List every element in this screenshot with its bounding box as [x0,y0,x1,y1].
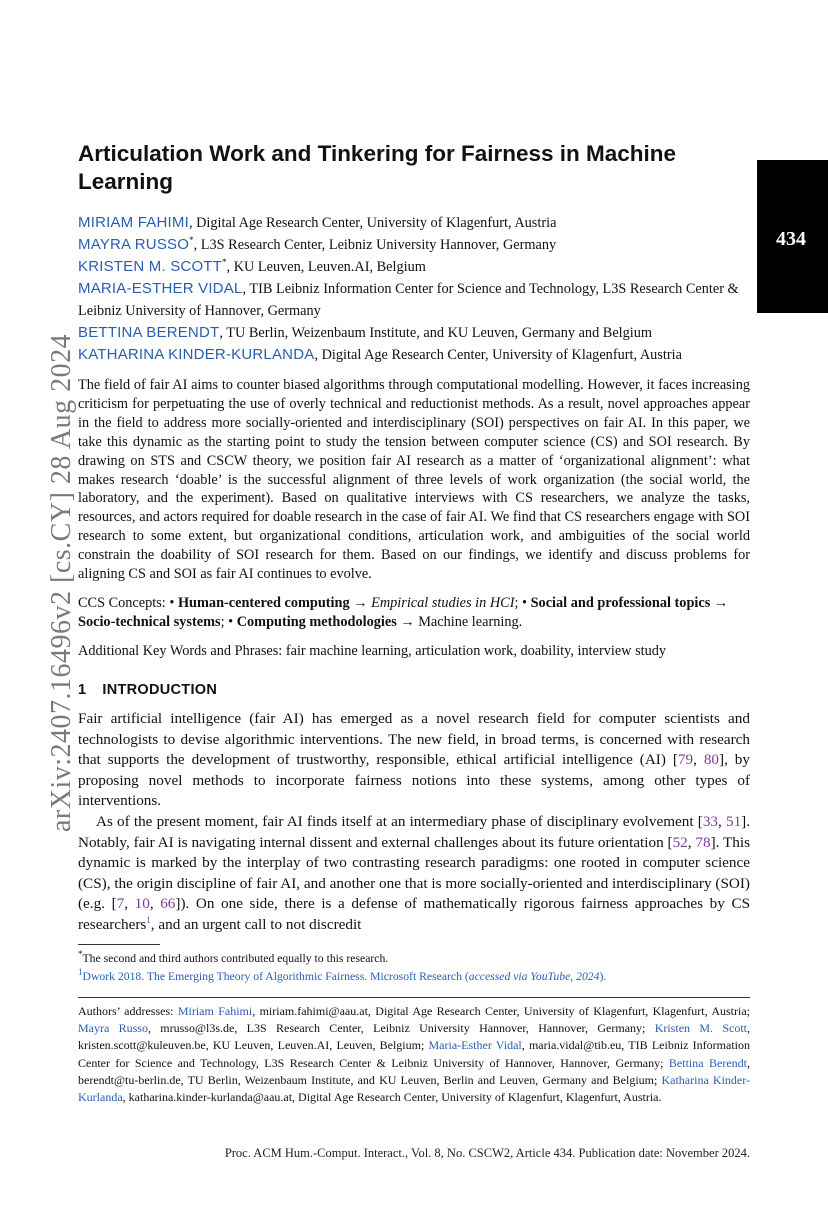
section-number: 1 [78,682,87,698]
paragraph [78,812,750,936]
author-addresses [78,1003,750,1106]
ccs-subconcept: Socio-technical systems [78,614,221,630]
ccs-subconcept: Empirical studies in HCI [371,595,515,611]
text-run: Fair artificial intelligence (fair AI) has emerged as a novel research field for computer scientists and technologists to devise algorithmic interventions. The new field, in broad terms, is concerned with research that supports the development of trustworthy, responsible, ethical artificial intelligence (AI) [ [78,710,750,769]
footnote-link[interactable]: Dwork 2018. The Emerging Theory of Algorithmic Fairness. Microsoft Research ( [82,970,469,983]
address-text: , maria.vidal@tib.eu, TIB Leibniz Information Center for Science and Technology, L3S Research Center & Leibniz University of Hannover, Hannover, Germany; [78,1038,750,1070]
author-affiliation: , L3S Research Center, Leibniz University Hannover, Germany [193,237,557,253]
author-name[interactable]: MAYRA RUSSO [78,236,190,253]
ccs-concept: Human-centered computing [177,595,350,611]
footnote-mark: * [78,949,83,960]
author-entry [78,212,758,234]
footnote-text: The second and third authors contributed equally to this research. [82,952,389,965]
text-run: ], by proposing novel methods to incorporate fairness notions into these systems, among other types of interventions. [78,751,750,810]
ccs-concepts [78,594,750,632]
author-link[interactable]: Maria-Esther Vidal [428,1038,522,1053]
footnote-mark: 1 [78,967,83,978]
author-affiliation: , Digital Age Research Center, University of Klagenfurt, Austria [188,215,557,231]
text-run: , [693,751,704,769]
article-number-tab [757,160,828,313]
text-run: , [718,812,726,830]
address-text: , berendt@tu-berlin.de, TU Berlin, Weizenbaum Institute, and KU Leuven, Berlin and Leuven, Germany and Belgium; [78,1055,750,1087]
citation-link[interactable]: 51 [725,812,742,830]
article-number: 434 [776,228,806,250]
ccs-arrow: → [349,595,372,611]
author-entry [78,234,758,256]
footnote-link[interactable]: accessed via YouTube, 2024 [468,970,600,983]
citation-link[interactable]: 7 [116,895,125,913]
abstract: The field of fair AI aims to counter biased algorithms through computational modelling. However, it faces increasing criticism for perpetuating the use of overly technical and reductionist methods. As a result, novel approaches appear in the field to address more socially-oriented and interdisciplinary (SOI) perspectives on fair AI. In this paper, we take this dynamic as the starting point to study the tension between computer science (CS) and SOI research. By drawing on STS and CSCW theory, we position fair AI research as a matter of ‘organizational alignment’: what makes research ‘doable’ is the successful alignment of three levels of work organization (the social world, the laboratory, and the experiment). Based on qualitative interviews with CS researchers, we analyze the tasks, resources, and actors required for doable research in the case of fair AI. We find that CS researchers engage with SOI research to some extent, but organizational conditions, articulation work, and ambiguities of the social world constrain the doability of SOI research for them. Based on our findings, we identify and discuss problems for aligning CS and SOI as fair AI continues to evolve. [78,377,750,583]
citation-link[interactable]: 80 [703,751,720,769]
author-list [78,212,758,366]
address-text: , miriam.fahimi@aau.at, Digital Age Research Center, University of Klagenfurt, Klagenfurt, Austria; [252,1004,750,1018]
address-text: , katharina.kinder-kurlanda@aau.at, Digital Age Research Center, University of Klagenfurt, Klagenfurt, Austria. [122,1090,662,1105]
footnote-divider [78,944,160,945]
author-entry [78,344,758,366]
journal-footer: Proc. ACM Hum.-Comput. Interact., Vol. 8, No. CSCW2, Article 434. Publication date: November 2024. [224,1146,750,1160]
ccs-arrow: → [396,614,419,630]
ccs-subconcept: Machine learning. [418,614,523,630]
author-name[interactable]: BETTINA BERENDT [78,324,220,341]
author-affiliation: , TIB Leibniz Information Center for Science and Technology, L3S Research Center & Leibniz University of Hannover, Germany [78,281,739,319]
section-heading [78,682,217,698]
author-name[interactable]: MIRIAM FAHIMI [78,214,189,231]
equal-contribution-mark: * [222,257,227,268]
paper-title: Articulation Work and Tinkering for Fairness in Machine Learning [78,141,677,194]
author-name[interactable]: KRISTEN M. SCOTT [78,258,223,275]
citation-link[interactable]: 79 [677,751,694,769]
text-run: , [124,895,135,913]
author-link[interactable]: Kristen M. Scott [654,1021,747,1036]
ccs-concept: Computing methodologies [236,614,397,630]
section-title: INTRODUCTION [102,682,218,698]
author-link[interactable]: Miriam Fahimi [177,1004,253,1018]
ccs-separator: ; • [220,614,237,630]
author-affiliation: , KU Leuven, Leuven.AI, Belgium [226,259,426,275]
footnotes [78,950,750,986]
author-entry [78,322,758,344]
introduction-text [78,709,750,936]
citation-link[interactable]: 10 [134,895,150,913]
citation-link[interactable]: 66 [160,895,176,913]
address-text: , kristen.scott@kuleuven.be, KU Leuven, Leuven.AI, Leuven, Belgium; [78,1021,750,1053]
citation-link[interactable]: 33 [702,812,718,830]
citation-link[interactable]: 78 [695,833,711,851]
text-run: , [149,895,161,913]
text-run: , [687,833,696,851]
author-entry [78,256,758,278]
address-divider [78,997,750,998]
author-link[interactable]: Bettina Berendt [668,1055,747,1070]
author-name[interactable]: MARIA-ESTHER VIDAL [78,280,243,297]
footnote [78,950,750,968]
text-run: As of the present moment, fair AI finds itself at an intermediary phase of disciplinary evolvement [ [96,812,703,830]
text-run: ]. Notably, fair AI is navigating internal dissent and external challenges about its future orientation [ [78,812,751,851]
ccs-separator: ; • [514,595,531,611]
footnote [78,968,750,986]
author-link[interactable]: Mayra Russo [78,1021,148,1036]
equal-contribution-mark: * [189,235,194,246]
author-entry [78,278,758,322]
text-run: , and an urgent call to not discredit [150,915,362,933]
citation-link[interactable]: 52 [672,833,688,851]
address-lead: Authors’ addresses: [78,1004,178,1018]
author-link[interactable]: Katharina Kinder-Kurlanda [78,1072,750,1105]
paragraph [78,709,750,812]
footnote-link[interactable]: 1 [146,914,151,925]
ccs-lead: CCS Concepts: • [78,595,178,611]
text-run: ]). On one side, there is a defense of mathematically rigorous fairness approaches by CS researchers [78,895,751,933]
footnote-link[interactable]: ). [599,970,607,983]
author-affiliation: , TU Berlin, Weizenbaum Institute, and KU Leuven, Germany and Belgium [219,325,653,341]
text-run: ]. This dynamic is marked by the interplay of two contrasting research paradigms: one rooted in computer science (CS), the origin discipline of fair AI, and another one that is more socially-oriented and interdisciplinary (SOI) (e.g. [ [78,833,751,913]
author-affiliation: , Digital Age Research Center, University of Klagenfurt, Austria [314,347,682,363]
address-text: , mrusso@l3s.de, L3S Research Center, Leibniz University Hannover, Hannover, Germany; [147,1021,655,1036]
author-name[interactable]: KATHARINA KINDER-KURLANDA [78,346,315,363]
arxiv-identifier: arXiv:2407.16496v2 [cs.CY] 28 Aug 2024 [46,333,77,832]
keywords: Additional Key Words and Phrases: fair machine learning, articulation work, doability, interview study [78,643,667,659]
ccs-arrow: → [710,595,729,611]
ccs-concept: Social and professional topics [530,595,711,611]
